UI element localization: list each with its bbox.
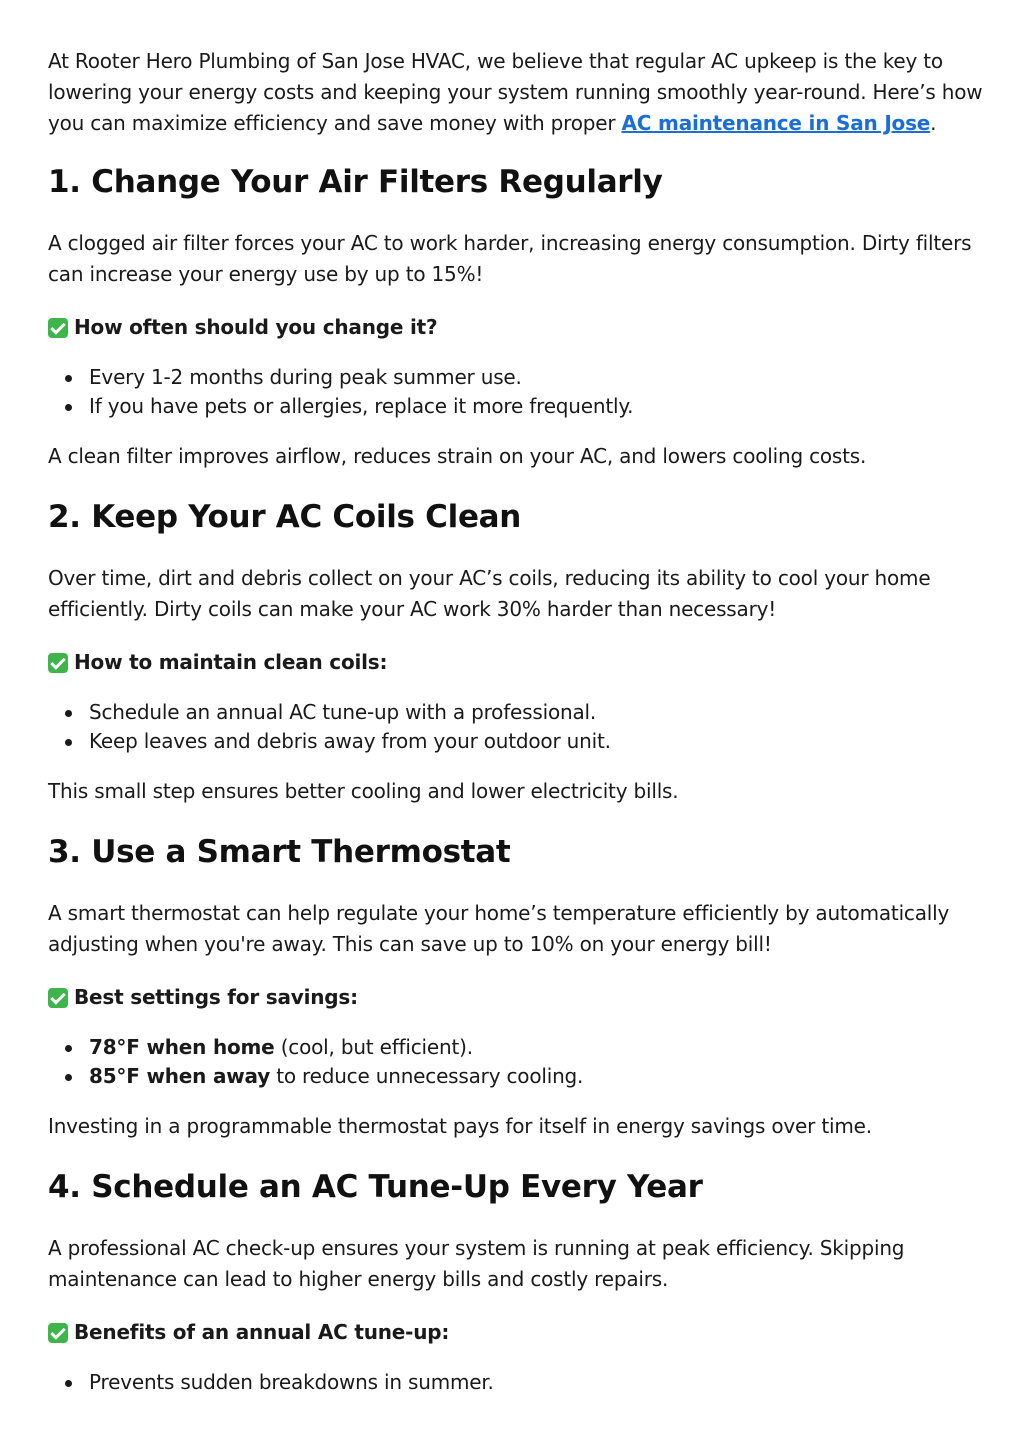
list-item: Prevents sudden breakdowns in summer. xyxy=(89,1368,984,1397)
bullet-list xyxy=(48,1033,984,1091)
bullet-list xyxy=(48,363,984,421)
sub-heading-text: How to maintain clean coils: xyxy=(74,650,388,674)
bullet-rest: to reduce unnecessary cooling. xyxy=(270,1064,584,1088)
section-lead: A smart thermostat can help regulate your home’s temperature efficiently by automatically adjusting when you're away. This can save up to 10% on your energy bill! xyxy=(48,901,950,956)
sub-heading xyxy=(48,982,984,1013)
check-mark-icon xyxy=(48,653,68,673)
section-lead: A clogged air filter forces your AC to work harder, increasing energy consumption. Dirty filters can increase your energy use by up to 15%! xyxy=(48,231,972,286)
section-air-filters xyxy=(48,162,984,472)
sub-heading-text: Best settings for savings: xyxy=(74,985,358,1009)
list-item: If you have pets or allergies, replace it more frequently. xyxy=(89,392,984,421)
sub-heading-text: Benefits of an annual AC tune-up: xyxy=(74,1320,450,1344)
ac-maintenance-link[interactable]: AC maintenance in San Jose xyxy=(621,111,931,135)
bullet-list xyxy=(48,698,984,756)
list-item: Every 1-2 months during peak summer use. xyxy=(89,363,984,392)
section-heading: 2. Keep Your AC Coils Clean xyxy=(48,499,522,535)
list-item: Keep leaves and debris away from your outdoor unit. xyxy=(89,727,984,756)
sub-heading xyxy=(48,312,984,343)
bullet-list xyxy=(48,1368,984,1397)
section-closing: A clean filter improves airflow, reduces strain on your AC, and lowers cooling costs. xyxy=(48,444,867,468)
list-item: Schedule an annual AC tune-up with a professional. xyxy=(89,698,984,727)
check-mark-icon xyxy=(48,318,68,338)
bullet-bold: 85°F when away xyxy=(89,1064,271,1088)
check-mark-icon xyxy=(48,988,68,1008)
sub-heading xyxy=(48,1317,984,1348)
bullet-rest: (cool, but efficient). xyxy=(274,1035,473,1059)
section-closing: This small step ensures better cooling and lower electricity bills. xyxy=(48,779,679,803)
section-lead: A professional AC check-up ensures your system is running at peak efficiency. Skipping maintenance can lead to higher energy bills and costly repairs. xyxy=(48,1236,905,1291)
intro-text: At Rooter Hero Plumbing of San Jose HVAC, we believe that regular AC upkeep is the key to lowering your energy costs and keeping your system running smoothly year-round. Here’s how you can maximize efficiency and save money with proper xyxy=(48,49,983,135)
list-item xyxy=(89,1033,984,1062)
section-lead: Over time, dirt and debris collect on your AC’s coils, reducing its ability to cool your home efficiently. Dirty coils can make your AC work 30% harder than necessary! xyxy=(48,566,931,621)
intro-text-end: . xyxy=(930,111,937,135)
bullet-bold: 78°F when home xyxy=(89,1035,275,1059)
section-coils xyxy=(48,497,984,807)
section-closing: Investing in a programmable thermostat pays for itself in energy savings over time. xyxy=(48,1114,872,1138)
section-heading: 3. Use a Smart Thermostat xyxy=(48,834,511,870)
section-heading: 1. Change Your Air Filters Regularly xyxy=(48,164,663,200)
section-tune-up xyxy=(48,1167,984,1397)
intro-paragraph xyxy=(48,46,984,139)
section-thermostat xyxy=(48,832,984,1142)
list-item xyxy=(89,1062,984,1091)
sub-heading xyxy=(48,647,984,678)
check-mark-icon xyxy=(48,1323,68,1343)
section-heading: 4. Schedule an AC Tune-Up Every Year xyxy=(48,1169,703,1205)
sub-heading-text: How often should you change it? xyxy=(74,315,438,339)
